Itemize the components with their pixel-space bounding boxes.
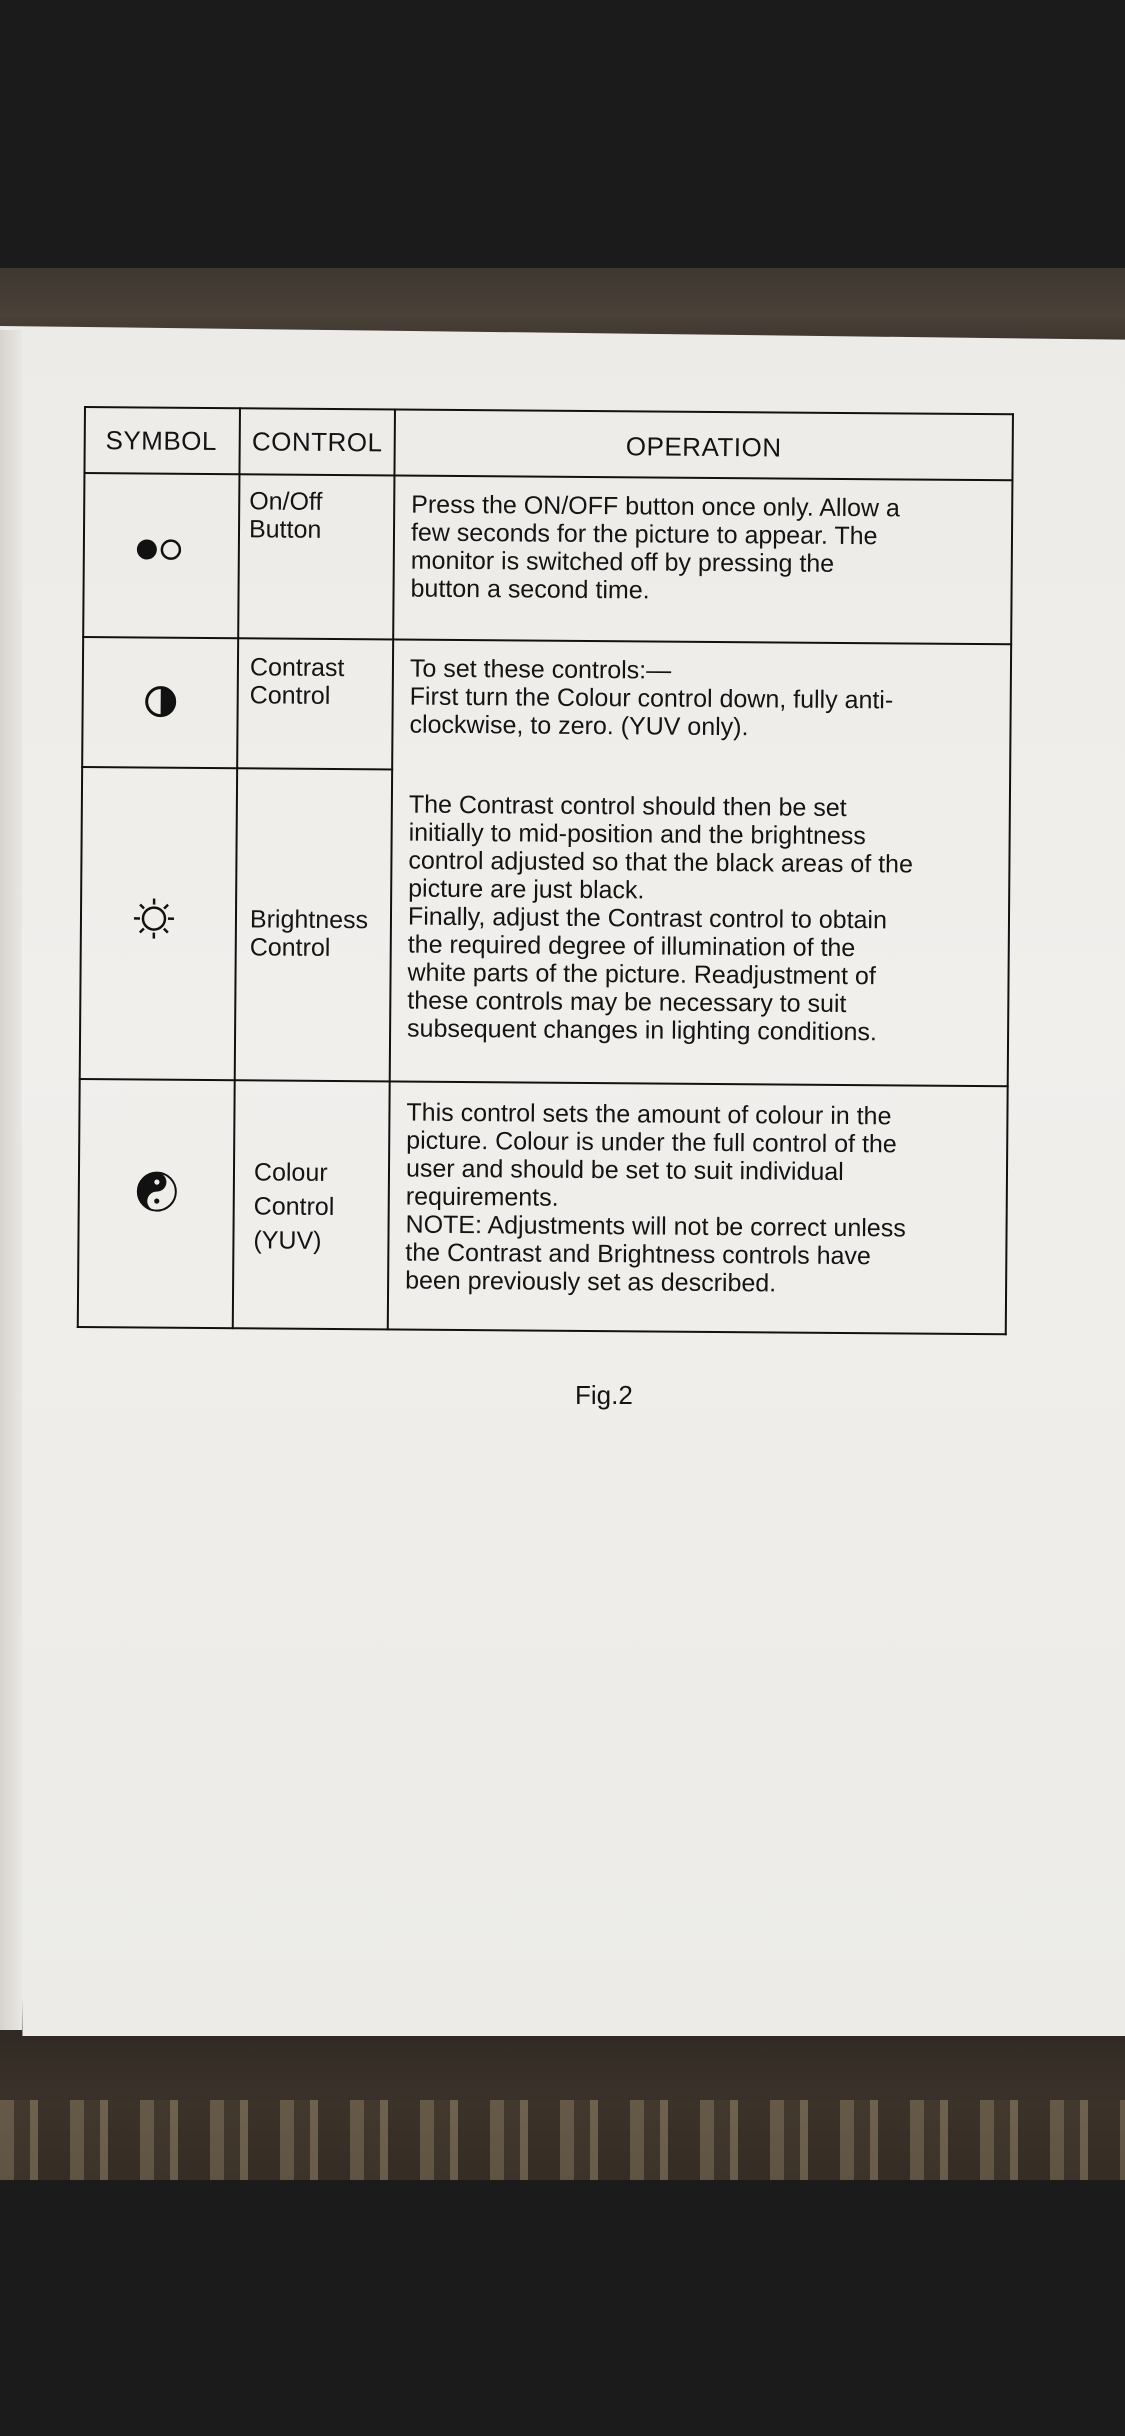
row-brightness-operation: [407, 791, 913, 1047]
row-colour-operation: [405, 1099, 907, 1299]
contrast-icon: [144, 684, 178, 723]
control-line: (YUV): [253, 1226, 322, 1255]
operation-line: subsequent changes in lighting conditions.: [407, 1014, 877, 1047]
control-line: Brightness: [249, 905, 369, 935]
control-line: On/Off: [249, 487, 323, 516]
operation-line: clockwise, to zero. (YUV only).: [409, 710, 749, 742]
dark-background-top: [0, 0, 1125, 268]
operation-line: monitor is switched off by pressing the: [410, 546, 835, 578]
operation-line: First turn the Colour control down, fully anti-: [409, 682, 894, 715]
brightness-sun-icon: [132, 896, 176, 945]
row-contrast-operation: [409, 655, 893, 743]
control-line: Control: [249, 681, 331, 710]
control-line: Colour: [253, 1158, 328, 1187]
operation-line: requirements.: [405, 1182, 559, 1212]
control-line: Control: [253, 1192, 335, 1221]
operation-line: NOTE: Adjustments will not be correct unless: [405, 1210, 906, 1243]
operation-line: Press the ON/OFF button once only. Allow a: [411, 490, 900, 523]
operation-line: To set these controls:—: [409, 654, 672, 685]
row-onoff-control: [249, 487, 323, 544]
power-on-off-icon: [135, 536, 185, 567]
colour-icon: [136, 1170, 178, 1217]
operation-line: these controls may be necessary to suit: [407, 986, 847, 1019]
control-line: Control: [249, 933, 331, 962]
operation-line: Finally, adjust the Contrast control to obtain: [407, 902, 888, 935]
control-line: Contrast: [249, 653, 345, 683]
row-onoff-operation: [410, 491, 900, 607]
operation-line: user and should be set to suit individual: [405, 1154, 844, 1186]
carpet-pattern: [0, 2100, 1125, 2180]
control-line: Button: [248, 515, 322, 544]
operation-line: control adjusted so that the black areas of the: [408, 846, 914, 879]
operation-line: picture. Colour is under the full control of the: [406, 1126, 897, 1159]
operation-line: been previously set as described.: [405, 1266, 777, 1298]
figure-caption: Fig.2: [575, 1380, 633, 1410]
operation-line: The Contrast control should then be set: [408, 790, 847, 823]
operation-line: few seconds for the picture to appear. The: [410, 518, 878, 551]
header-symbol: SYMBOL: [105, 425, 218, 457]
operation-line: picture are just black.: [408, 874, 645, 905]
controls-table: [77, 406, 1014, 1335]
row-brightness-control: [250, 905, 369, 962]
operation-line: initially to mid-position and the brightness: [408, 818, 866, 851]
page-edge-shadow: [0, 330, 22, 2030]
header-control: CONTROL: [251, 426, 383, 458]
dark-background-bottom: [0, 2180, 1125, 2436]
operation-line: This control sets the amount of colour in the: [406, 1098, 892, 1131]
row-colour-control: [253, 1155, 334, 1258]
operation-line: the required degree of illumination of the: [407, 930, 856, 963]
row-contrast-control: [250, 653, 345, 710]
operation-line: the Contrast and Brightness controls have: [405, 1238, 872, 1271]
header-operation: OPERATION: [625, 431, 782, 463]
operation-line: white parts of the picture. Readjustment of: [407, 958, 876, 991]
operation-line: button a second time.: [410, 574, 650, 605]
